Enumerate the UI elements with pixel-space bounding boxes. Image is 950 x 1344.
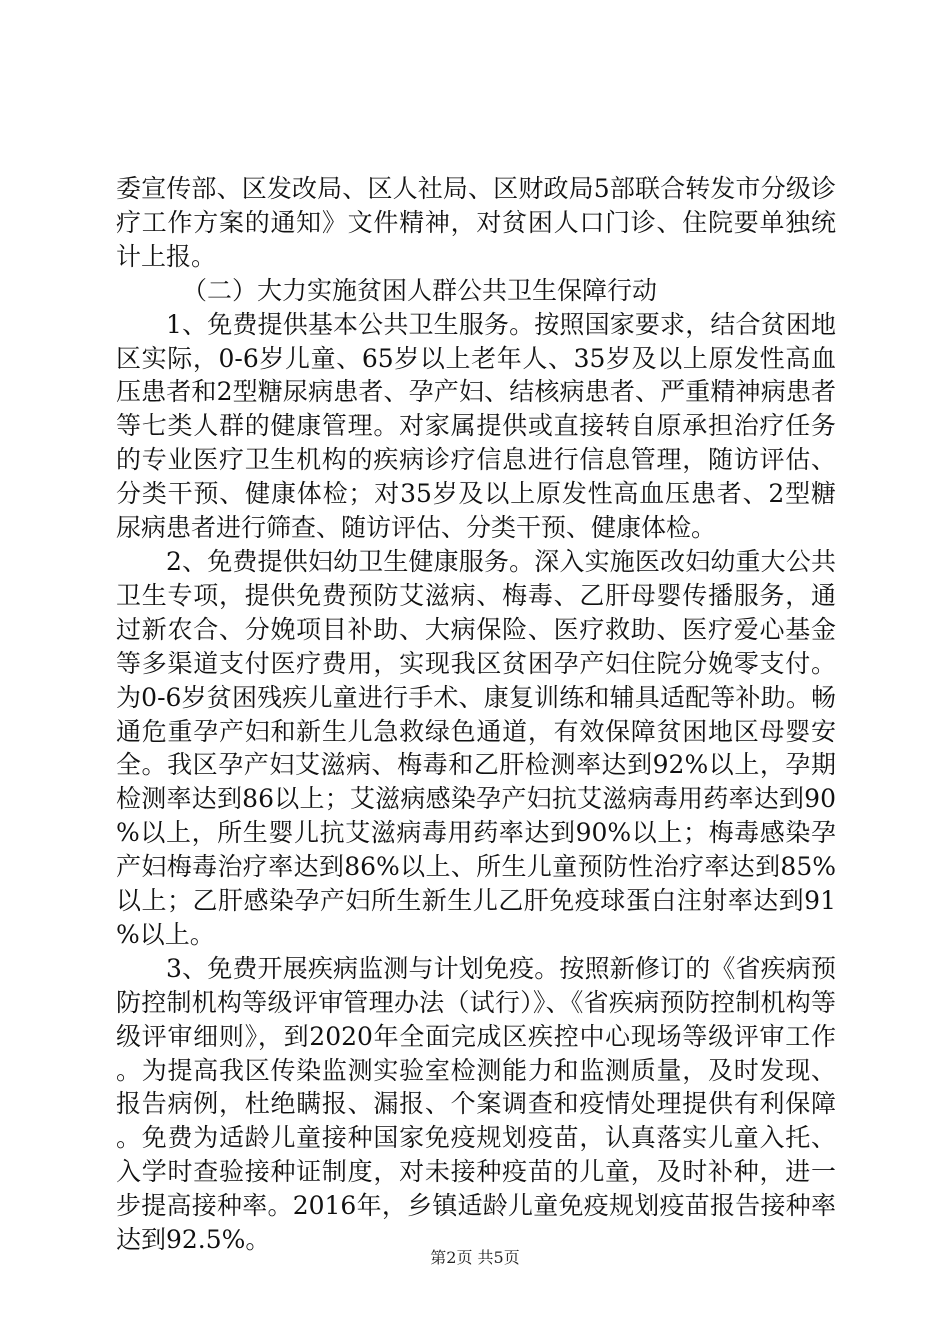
paragraph-item-1: 1、免费提供基本公共卫生服务。按照国家要求，结合贫困地区实际，0-6岁儿童、65岁以上老年人、35岁及以上原发性高血压患者和2型糖尿病患者、孕产妇、结核病患者、严重精神病患者等七类人群的健康管理。对家属提供或直接转自原承担治疗任务的专业医疗卫生机构的疾病诊疗信息进行信息管理，随访评估、分类干预、健康体检；对35岁及以上原发性高血压患者、2型糖尿病患者进行筛查、随访评估、分类干预、健康体检。 [116,309,836,543]
section-heading: （二）大力实施贫困人群公共卫生保障行动 [182,275,658,305]
paragraph-item-2: 2、免费提供妇幼卫生健康服务。深入实施医改妇幼重大公共卫生专项，提供免费预防艾滋病、梅毒、乙肝母婴传播服务，通过新农合、分娩项目补助、大病保险、医疗救助、医疗爱心基金等多渠道支付医疗费用，实现我区贫困孕产妇住院分娩零支付。为0-6岁贫困残疾儿童进行手术、康复训练和辅具适配等补助。畅通危重孕产妇和新生儿急救绿色通道，有效保障贫困地区母婴安全。我区孕产妇艾滋病、梅毒和乙肝检测率达到92%以上，孕期检测率达到86以上；艾滋病感染孕产妇抗艾滋病毒用药率达到90%以上，所生婴儿抗艾滋病毒用药率达到90%以上；梅毒感染孕产妇梅毒治疗率达到86%以上、所生儿童预防性治疗率达到85%以上；乙肝感染孕产妇所生新生儿乙肝免疫球蛋白注射率达到91%以上。 [116,546,836,949]
page-footer: 第2页 共5页 [430,1248,520,1267]
document-body [116,172,836,1257]
paragraph-continuation: 委宣传部、区发改局、区人社局、区财政局5部联合转发市分级诊疗工作方案的通知》文件精神，对贫困人口门诊、住院要单独统计上报。 [116,174,836,271]
paragraph-item-3: 3、免费开展疾病监测与计划免疫。按照新修订的《省疾病预防控制机构等级评审管理办法（试行）》、《省疾病预防控制机构等级评审细则》，到2020年全面完成区疾控中心现场等级评审工作。为提高我区传染监测实验室检测能力和监测质量，及时发现、报告病例，杜绝瞒报、漏报、个案调查和疫情处理提供有利保障。免费为适龄儿童接种国家免疫规划疫苗，认真落实儿童入托、入学时查验接种证制度，对未接种疫苗的儿童，及时补种，进一步提高接种率。2016年，乡镇适龄儿童免疫规划疫苗报告接种率达到92.5%。 [116,953,836,1255]
